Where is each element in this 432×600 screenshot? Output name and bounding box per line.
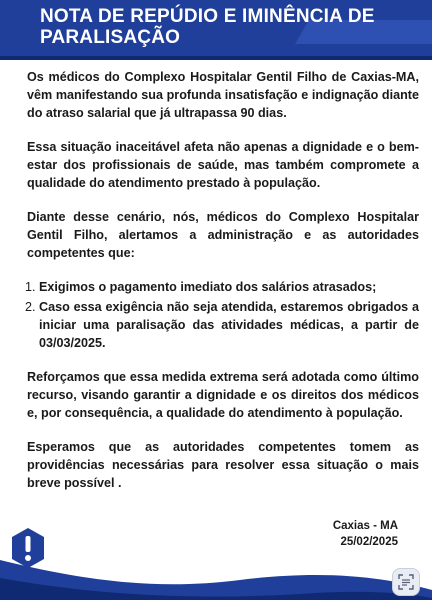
paragraph-intro: Os médicos do Complexo Hospitalar Gentil Filho de Caxias-MA, vêm manifestando sua profunda insatisfação e indignação diante do atraso salarial que já ultrapassa 90 dias. [27,70,419,120]
list-text: Exigimos o pagamento imediato dos salários atrasados; [39,280,377,294]
list-number: 2. [25,300,36,314]
list-text: Caso essa exigência não seja atendida, estaremos obrigados a iniciar uma paralisação das atividades médicas, a partir de 03/03/2025. [39,300,419,350]
document-body [27,68,419,508]
list-item [27,278,419,296]
signature-date: 25/02/2025 [340,536,398,548]
paragraph-alert: Diante desse cenário, nós, médicos do Complexo Hospitalar Gentil Filho, alertamos a administração e as autoridades competentes que: [27,210,419,260]
paragraph-reinforce: Reforçamos que essa medida extrema será adotada como último recurso, visando garantir a dignidade e os direitos dos médicos e, por consequência, a qualidade do atendimento à população. [27,370,419,420]
document-title: NOTA DE REPÚDIO E IMINÊNCIA DE PARALISAÇÃO [40,6,375,48]
header-banner [0,0,432,60]
text-scan-icon [398,574,414,590]
demands-list [27,278,419,352]
list-item [27,298,419,352]
list-number: 1. [25,280,36,294]
exclamation-icon [8,526,48,570]
paragraph-hope: Esperamos que as autoridades competentes tomem as providências necessárias para resolver essa situação o mais breve possível . [27,440,419,490]
text-scan-button[interactable] [392,568,420,596]
paragraph-impact: Essa situação inaceitável afeta não apenas a dignidade e o bem-estar dos profissionais de saúde, mas também compromete a qualidade do atendimento prestado à população. [27,140,419,190]
footer-wave [0,520,432,600]
signature-place: Caxias - MA [332,520,398,532]
